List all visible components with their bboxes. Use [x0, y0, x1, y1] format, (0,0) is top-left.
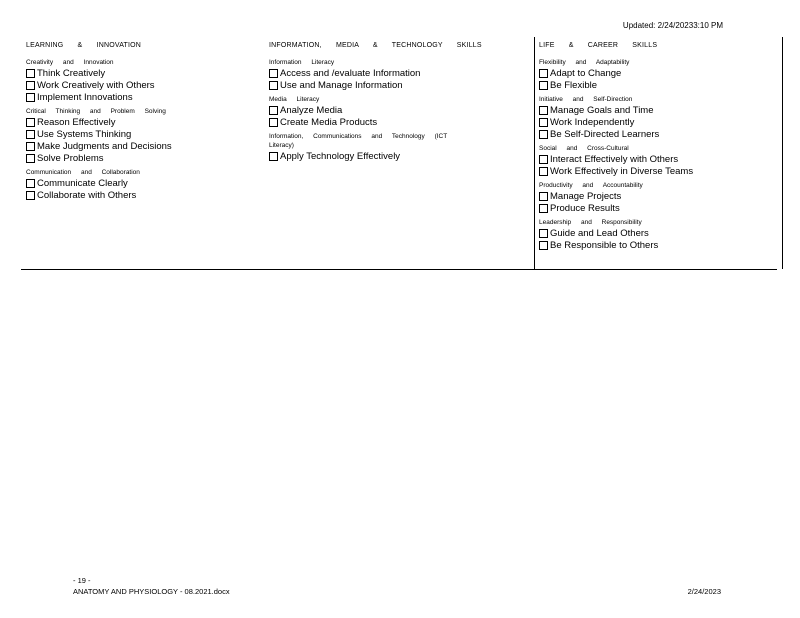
group-title: Creativity and Innovation — [26, 59, 114, 66]
item-label: Manage Goals and Time — [550, 104, 654, 116]
item-label: Reason Effectively — [37, 116, 116, 128]
checkbox[interactable] — [26, 81, 35, 90]
skill-group — [539, 58, 782, 91]
footer-date: 2/24/2023 — [687, 587, 721, 596]
item-label: Implement Innovations — [37, 91, 133, 103]
checklist-item — [26, 116, 266, 128]
checkbox[interactable] — [26, 130, 35, 139]
item-label: Collaborate with Others — [37, 189, 137, 201]
checklist-item — [26, 67, 266, 79]
checkbox[interactable] — [539, 81, 548, 90]
group-title: Information, Communications and Technology (ICT Literacy) — [269, 133, 448, 149]
checkbox[interactable] — [26, 69, 35, 78]
column-header: LIFE & CAREER SKILLS — [539, 42, 658, 49]
item-label: Think Creatively — [37, 67, 106, 79]
checkbox[interactable] — [269, 118, 278, 127]
item-label: Be Flexible — [550, 79, 597, 91]
checklist-item — [26, 189, 266, 201]
item-label: Access and /evaluate Information — [280, 67, 421, 79]
checklist-item — [269, 104, 531, 116]
group-title: Flexibility and Adaptability — [539, 59, 630, 66]
group-title: Media Literacy — [269, 96, 320, 103]
item-label: Solve Problems — [37, 152, 104, 164]
checkbox[interactable] — [539, 241, 548, 250]
group-title: Information Literacy — [269, 59, 335, 66]
checkbox[interactable] — [269, 69, 278, 78]
checkbox[interactable] — [26, 93, 35, 102]
skills-table — [21, 37, 777, 270]
skill-group — [26, 58, 266, 103]
item-label: Use and Manage Information — [280, 79, 403, 91]
group-title: Leadership and Responsibility — [539, 219, 642, 226]
item-label: Apply Technology Effectively — [280, 150, 401, 162]
checklist-item — [269, 150, 531, 162]
checklist-item — [539, 202, 782, 214]
checklist-item — [539, 165, 782, 177]
checkbox[interactable] — [539, 192, 548, 201]
checkbox[interactable] — [269, 106, 278, 115]
checklist-item — [269, 116, 531, 128]
group-title: Initiative and Self-Direction — [539, 96, 633, 103]
checkbox[interactable] — [269, 152, 278, 161]
item-label: Be Self-Directed Learners — [550, 128, 660, 140]
item-label: Guide and Lead Others — [550, 227, 649, 239]
checklist-item — [539, 227, 782, 239]
page-number: - 19 - — [73, 576, 91, 585]
item-label: Analyze Media — [280, 104, 343, 116]
item-label: Manage Projects — [550, 190, 622, 202]
checklist-item — [26, 91, 266, 103]
checklist-item — [539, 79, 782, 91]
checkbox[interactable] — [26, 118, 35, 127]
skill-group — [539, 144, 782, 177]
column-header: LEARNING & INNOVATION — [26, 42, 142, 49]
checkbox[interactable] — [539, 204, 548, 213]
checklist-item — [539, 128, 782, 140]
document-name: ANATOMY AND PHYSIOLOGY - 08.2021.docx — [73, 587, 230, 596]
skill-group — [539, 181, 782, 214]
item-label: Work Effectively in Diverse Teams — [550, 165, 694, 177]
checklist-item — [26, 128, 266, 140]
skill-group — [539, 95, 782, 140]
column-life-career — [534, 37, 783, 269]
checklist-item — [539, 190, 782, 202]
checklist-item — [539, 153, 782, 165]
checkbox[interactable] — [26, 179, 35, 188]
checklist-item — [26, 177, 266, 189]
column-information-media-technology — [269, 37, 531, 269]
item-label: Make Judgments and Decisions — [37, 140, 172, 152]
checklist-item — [269, 67, 531, 79]
checklist-item — [539, 67, 782, 79]
item-label: Use Systems Thinking — [37, 128, 132, 140]
checkbox[interactable] — [539, 229, 548, 238]
skill-group — [26, 168, 266, 201]
checkbox[interactable] — [269, 81, 278, 90]
skill-group — [269, 132, 531, 162]
checkbox[interactable] — [539, 130, 548, 139]
checkbox[interactable] — [539, 69, 548, 78]
checkbox[interactable] — [539, 167, 548, 176]
item-label: Create Media Products — [280, 116, 378, 128]
item-label: Interact Effectively with Others — [550, 153, 679, 165]
checklist-item — [26, 79, 266, 91]
item-label: Be Responsible to Others — [550, 239, 659, 251]
checkbox[interactable] — [26, 142, 35, 151]
item-label: Communicate Clearly — [37, 177, 128, 189]
checklist-item — [539, 239, 782, 251]
column-header: INFORMATION, MEDIA & TECHNOLOGY SKILLS — [269, 42, 482, 49]
item-label: Produce Results — [550, 202, 620, 214]
checkbox[interactable] — [539, 155, 548, 164]
checkbox[interactable] — [26, 154, 35, 163]
group-title: Productivity and Accountability — [539, 182, 643, 189]
skill-group — [26, 107, 266, 164]
item-label: Work Creatively with Others — [37, 79, 155, 91]
column-learning-innovation — [26, 37, 266, 269]
checklist-item — [269, 79, 531, 91]
item-label: Work Independently — [550, 116, 635, 128]
group-title: Communication and Collaboration — [26, 169, 140, 176]
skill-group — [539, 218, 782, 251]
skill-group — [269, 95, 531, 128]
skill-group — [269, 58, 531, 91]
item-label: Adapt to Change — [550, 67, 622, 79]
updated-timestamp: Updated: 2/24/20233:10 PM — [622, 21, 723, 30]
group-title: Social and Cross-Cultural — [539, 145, 629, 152]
checkbox[interactable] — [26, 191, 35, 200]
checkbox[interactable] — [539, 118, 548, 127]
checkbox[interactable] — [539, 106, 548, 115]
checklist-item — [26, 152, 266, 164]
group-title: Critical Thinking and Problem Solving — [26, 108, 166, 115]
checklist-item — [539, 104, 782, 116]
checklist-item — [26, 140, 266, 152]
checklist-item — [539, 116, 782, 128]
